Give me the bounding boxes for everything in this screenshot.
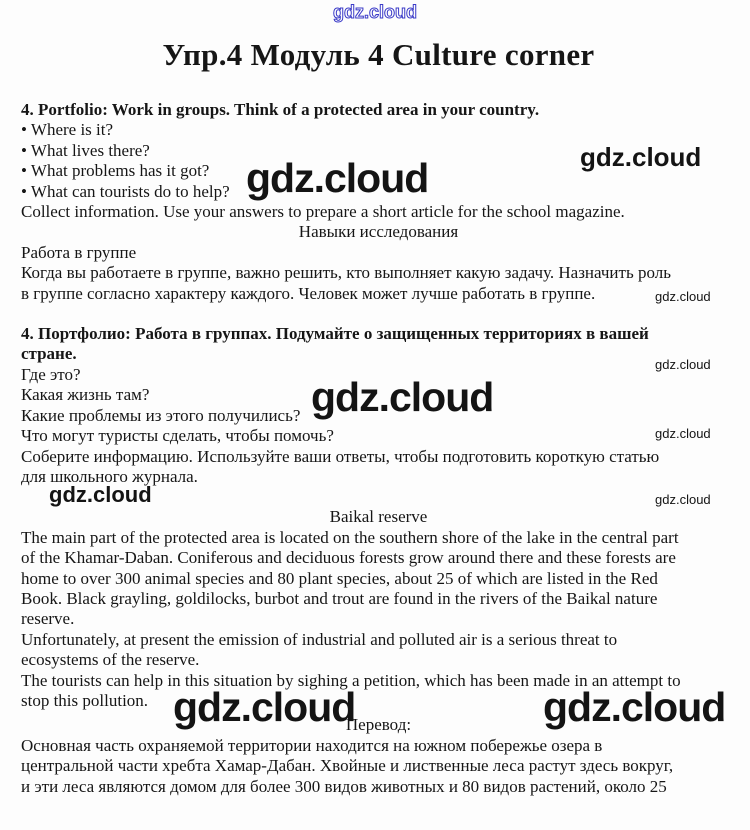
page-title: Упр.4 Модуль 4 Culture corner [162, 37, 595, 72]
watermark-gdz-cloud: gdz.cloud [543, 684, 726, 730]
answer-line-2: of the Khamar-Daban. Coniferous and deciduous forests grow around there and these forests are [21, 548, 676, 568]
task-ru-footer-line-1: Соберите информацию. Используйте ваши ответы, чтобы подготовить короткую статью [21, 446, 660, 466]
translation-heading: Перевод: [345, 715, 412, 735]
translation-line-3: и эти леса являются домом для более 300 видов животных и 80 видов растений, около 25 [21, 776, 667, 796]
watermark-gdz-cloud: gdz.cloud [655, 289, 711, 304]
watermark-gdz-cloud: gdz.cloud [246, 155, 429, 201]
research-skills-line-3: в группе согласно характеру каждого. Человек может лучше работать в группе. [21, 283, 596, 303]
translation-line-2: центральной части хребта Хамар-Дабан. Хвойные и лиственные леса растут здесь вокруг, [21, 756, 674, 776]
task-en-bullet-1: • Where is it? [21, 120, 114, 140]
research-skills-line-2: Когда вы работаете в группе, важно решить, кто выполняет какую задачу. Назначить роль [21, 263, 671, 283]
task-en-bullet-4: • What can tourists do to help? [21, 181, 230, 201]
task-en-bullet-3: • What problems has it got? [21, 161, 210, 181]
answer-line-7: ecosystems of the reserve. [21, 650, 200, 670]
answer-line-1: The main part of the protected area is located on the southern shore of the lake in the central part [21, 527, 679, 547]
watermark-gdz-cloud: gdz.cloud [580, 142, 702, 172]
task-ru-footer-line-2: для школьного журнала. [21, 466, 198, 486]
answer-heading: Baikal reserve [329, 507, 428, 527]
answer-line-9: stop this pollution. [21, 690, 149, 710]
answer-line-4: Book. Black grayling, goldilocks, burbot and trout are found in the rivers of the Baikal nature [21, 588, 658, 608]
translation-line-1: Основная часть охраняемой территории находится на южном побережье озера в [21, 735, 603, 755]
task-en-heading: 4. Portfolio: Work in groups. Think of a protected area in your country. [21, 100, 540, 119]
answer-line-5: reserve. [21, 609, 75, 629]
research-skills-heading: Навыки исследования [298, 222, 459, 242]
task-ru-question-2: Какая жизнь там? [21, 385, 150, 405]
task-ru-heading-line-1: 4. Портфолио: Работа в группах. Подумайте о защищенных территориях в вашей [21, 324, 649, 344]
watermark-gdz-cloud-blue: gdz.cloud [333, 2, 417, 22]
watermark-gdz-cloud: gdz.cloud [655, 426, 711, 441]
answer-line-6: Unfortunately, at present the emission of industrial and polluted air is a serious threat to [21, 629, 618, 649]
task-en-footer: Collect information. Use your answers to prepare a short article for the school magazine. [21, 202, 625, 222]
watermark-gdz-cloud: gdz.cloud [49, 482, 152, 507]
watermark-gdz-cloud: gdz.cloud [655, 492, 711, 507]
task-ru-question-3: Какие проблемы из этого получились? [21, 405, 301, 425]
task-ru-heading-line-2: стране. [21, 344, 77, 364]
watermark-gdz-cloud: gdz.cloud [655, 357, 711, 372]
task-en-bullet-2: • What lives there? [21, 140, 150, 160]
research-skills-line-1: Работа в группе [21, 242, 137, 262]
task-ru-question-1: Где это? [21, 364, 81, 384]
answer-line-3: home to over 300 animal species and 80 plant species, about 25 of which are listed in the Red [21, 568, 658, 588]
answer-line-8: The tourists can help in this situation by sighing a petition, which has been made in an attempt to [21, 670, 681, 690]
watermark-gdz-cloud: gdz.cloud [173, 684, 356, 730]
watermark-gdz-cloud: gdz.cloud [311, 374, 494, 420]
task-ru-question-4: Что могут туристы сделать, чтобы помочь? [21, 426, 334, 446]
